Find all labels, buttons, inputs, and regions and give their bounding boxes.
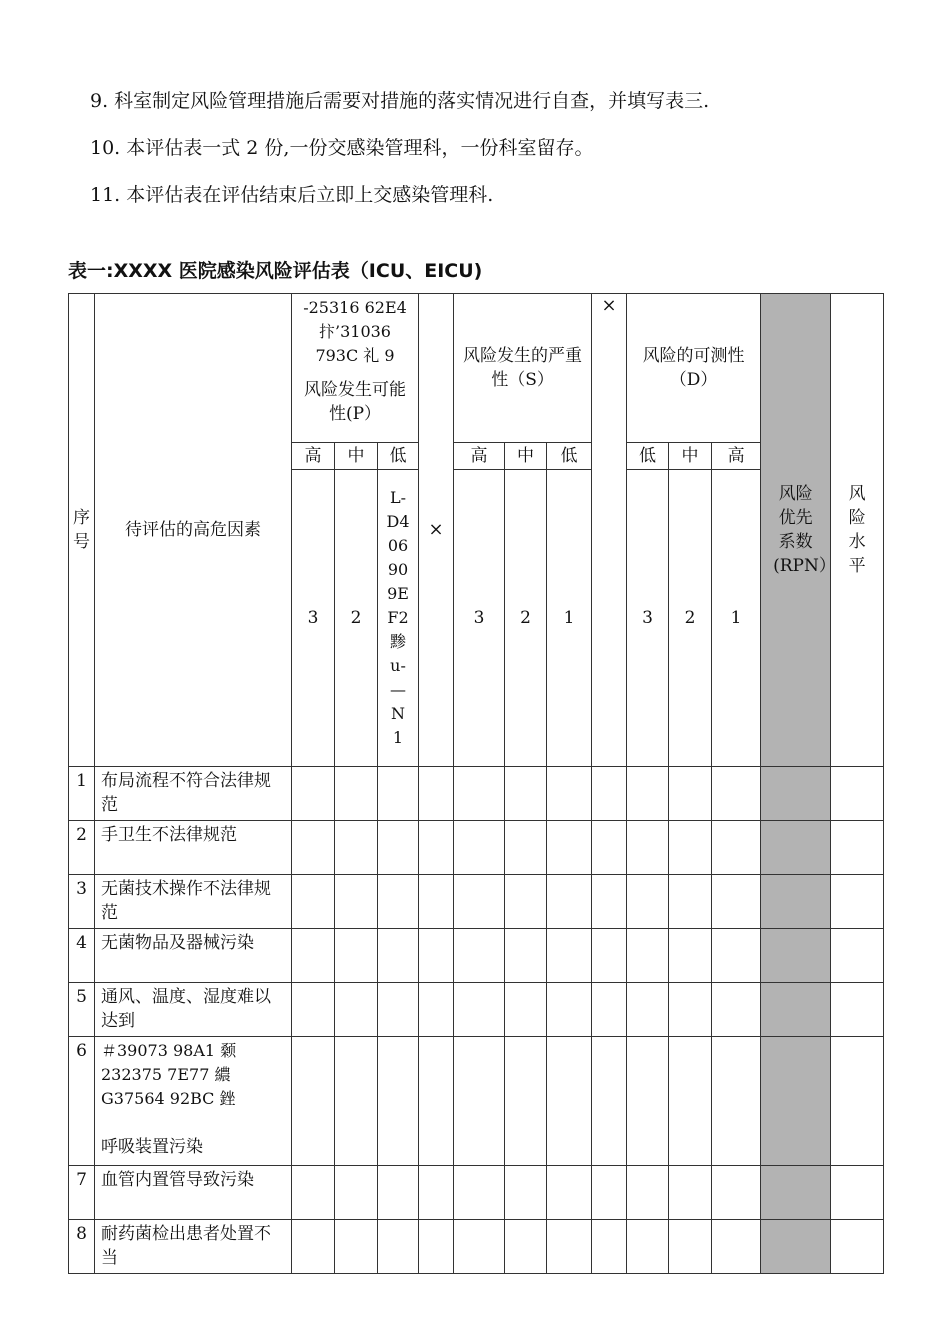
- risk-factor-garbled: ＃39073 98A1 颡 232375 7E77 繷 G37564 92BC 銼: [101, 1041, 237, 1108]
- input-cell[interactable]: [669, 1220, 712, 1274]
- input-cell[interactable]: [627, 929, 669, 983]
- input-cell[interactable]: [547, 1166, 592, 1220]
- row-number: 6: [69, 1037, 95, 1166]
- input-cell[interactable]: [712, 1037, 761, 1166]
- rpn-cell[interactable]: [761, 1037, 831, 1166]
- input-cell[interactable]: [592, 821, 627, 875]
- input-cell[interactable]: [378, 929, 419, 983]
- input-cell[interactable]: [378, 1166, 419, 1220]
- input-cell[interactable]: [292, 1037, 335, 1166]
- input-cell[interactable]: [419, 929, 454, 983]
- input-cell[interactable]: [712, 1220, 761, 1274]
- input-cell[interactable]: [454, 1037, 505, 1166]
- input-cell[interactable]: [335, 1220, 378, 1274]
- s-score-low: 1: [547, 470, 592, 767]
- s-level-high: 高: [454, 443, 505, 470]
- probability-label: 风险发生可能性(P）: [304, 380, 406, 424]
- row-number: 3: [69, 875, 95, 929]
- header-detectability: 风险的可测性（D）: [627, 294, 761, 443]
- row-number: 5: [69, 983, 95, 1037]
- instruction-notes: [90, 88, 910, 229]
- level-cell[interactable]: [831, 1037, 884, 1166]
- risk-factor: 无菌技术操作不法律规范: [95, 875, 292, 929]
- p-level-mid: 中: [335, 443, 378, 470]
- d-level-high: 高: [712, 443, 761, 470]
- input-cell[interactable]: [454, 1166, 505, 1220]
- level-cell[interactable]: [831, 1166, 884, 1220]
- input-cell[interactable]: [712, 821, 761, 875]
- input-cell[interactable]: [592, 983, 627, 1037]
- multiply-sign: ×: [419, 294, 454, 767]
- input-cell[interactable]: [505, 821, 547, 875]
- input-cell[interactable]: [669, 875, 712, 929]
- input-cell[interactable]: [547, 983, 592, 1037]
- risk-factor-label: 呼吸装置污染: [101, 1137, 203, 1157]
- risk-factor: 无菌物品及器械污染: [95, 929, 292, 983]
- note-item: 11. 本评估表在评估结束后立即上交感染管理科.: [90, 184, 494, 206]
- input-cell[interactable]: [335, 875, 378, 929]
- input-cell[interactable]: [669, 767, 712, 821]
- input-cell[interactable]: [378, 767, 419, 821]
- input-cell[interactable]: [547, 929, 592, 983]
- level-cell[interactable]: [831, 1220, 884, 1274]
- note-item: 10. 本评估表一式 2 份,一份交感染管理科，一份科室留存。: [90, 137, 594, 159]
- s-score-mid: 2: [505, 470, 547, 767]
- table-row: [69, 1037, 884, 1166]
- header-probability: [292, 294, 419, 443]
- multiply-sign: ×: [592, 294, 627, 767]
- input-cell[interactable]: [292, 929, 335, 983]
- input-cell[interactable]: [335, 821, 378, 875]
- row-number: 2: [69, 821, 95, 875]
- input-cell[interactable]: [547, 1220, 592, 1274]
- d-level-mid: 中: [669, 443, 712, 470]
- input-cell[interactable]: [419, 1220, 454, 1274]
- header-seq: 序号: [69, 294, 95, 767]
- input-cell[interactable]: [454, 875, 505, 929]
- input-cell[interactable]: [712, 1166, 761, 1220]
- input-cell[interactable]: [627, 1037, 669, 1166]
- risk-factor: 耐药菌检出患者处置不当: [95, 1220, 292, 1274]
- table-row: [69, 821, 884, 875]
- d-score-low: 3: [627, 470, 669, 767]
- input-cell[interactable]: [419, 875, 454, 929]
- input-cell[interactable]: [419, 767, 454, 821]
- rpn-cell[interactable]: [761, 821, 831, 875]
- input-cell[interactable]: [419, 821, 454, 875]
- input-cell[interactable]: [292, 767, 335, 821]
- input-cell[interactable]: [627, 1220, 669, 1274]
- input-cell[interactable]: [669, 983, 712, 1037]
- input-cell[interactable]: [378, 1220, 419, 1274]
- input-cell[interactable]: [712, 929, 761, 983]
- input-cell[interactable]: [669, 929, 712, 983]
- input-cell[interactable]: [505, 1037, 547, 1166]
- input-cell[interactable]: [335, 1166, 378, 1220]
- input-cell[interactable]: [292, 1220, 335, 1274]
- input-cell[interactable]: [627, 875, 669, 929]
- risk-factor: [95, 1037, 292, 1166]
- level-cell[interactable]: [831, 875, 884, 929]
- level-cell[interactable]: [831, 767, 884, 821]
- input-cell[interactable]: [592, 929, 627, 983]
- input-cell[interactable]: [292, 821, 335, 875]
- level-cell[interactable]: [831, 821, 884, 875]
- input-cell[interactable]: [592, 1220, 627, 1274]
- p-score-mid: 2: [335, 470, 378, 767]
- input-cell[interactable]: [292, 875, 335, 929]
- p-score-low-garbled: L-D406909EF2黪u-—N 1: [378, 470, 419, 767]
- table-row: [69, 929, 884, 983]
- input-cell[interactable]: [712, 875, 761, 929]
- input-cell[interactable]: [335, 767, 378, 821]
- header-factor: 待评估的高危因素: [95, 294, 292, 767]
- s-level-low: 低: [547, 443, 592, 470]
- input-cell[interactable]: [454, 1220, 505, 1274]
- input-cell[interactable]: [335, 929, 378, 983]
- rpn-cell[interactable]: [761, 767, 831, 821]
- input-cell[interactable]: [627, 983, 669, 1037]
- input-cell[interactable]: [547, 767, 592, 821]
- row-number: 4: [69, 929, 95, 983]
- input-cell[interactable]: [669, 1037, 712, 1166]
- s-level-mid: 中: [505, 443, 547, 470]
- input-cell[interactable]: [505, 1166, 547, 1220]
- risk-factor: 布局流程不符合法律规范: [95, 767, 292, 821]
- rpn-cell[interactable]: [761, 875, 831, 929]
- input-cell[interactable]: [505, 767, 547, 821]
- input-cell[interactable]: [505, 1220, 547, 1274]
- input-cell[interactable]: [669, 821, 712, 875]
- table-row: [69, 1166, 884, 1220]
- p-level-low: 低: [378, 443, 419, 470]
- risk-factor: 血管内置管导致污染: [95, 1166, 292, 1220]
- row-number: 8: [69, 1220, 95, 1274]
- header-rpn: 风险优先系数(RPN）: [761, 294, 831, 767]
- header-level: 风险水平: [831, 294, 884, 767]
- rpn-cell[interactable]: [761, 983, 831, 1037]
- input-cell[interactable]: [292, 1166, 335, 1220]
- input-cell[interactable]: [335, 1037, 378, 1166]
- rpn-cell[interactable]: [761, 1166, 831, 1220]
- s-score-high: 3: [454, 470, 505, 767]
- input-cell[interactable]: [592, 1037, 627, 1166]
- input-cell[interactable]: [547, 821, 592, 875]
- table-row: [69, 983, 884, 1037]
- input-cell[interactable]: [712, 983, 761, 1037]
- input-cell[interactable]: [454, 821, 505, 875]
- risk-assessment-table: [68, 293, 884, 1274]
- input-cell[interactable]: [505, 875, 547, 929]
- input-cell[interactable]: [505, 983, 547, 1037]
- note-item: 9. 科室制定风险管理措施后需要对措施的落实情况进行自查，并填写表三.: [90, 90, 710, 112]
- input-cell[interactable]: [592, 1166, 627, 1220]
- d-level-low: 低: [627, 443, 669, 470]
- d-score-high: 1: [712, 470, 761, 767]
- header-severity: 风险发生的严重性（S）: [454, 294, 592, 443]
- input-cell[interactable]: [419, 983, 454, 1037]
- input-cell[interactable]: [454, 767, 505, 821]
- input-cell[interactable]: [378, 983, 419, 1037]
- input-cell[interactable]: [454, 929, 505, 983]
- row-number: 1: [69, 767, 95, 821]
- table-row: [69, 1220, 884, 1274]
- level-cell[interactable]: [831, 983, 884, 1037]
- input-cell[interactable]: [378, 1037, 419, 1166]
- input-cell[interactable]: [712, 767, 761, 821]
- input-cell[interactable]: [592, 767, 627, 821]
- input-cell[interactable]: [378, 821, 419, 875]
- row-number: 7: [69, 1166, 95, 1220]
- input-cell[interactable]: [592, 875, 627, 929]
- table-title: 表一:XXXX 医院感染风险评估表（ICU、EICU): [68, 260, 483, 282]
- input-cell[interactable]: [454, 983, 505, 1037]
- rpn-cell[interactable]: [761, 1220, 831, 1274]
- input-cell[interactable]: [419, 1166, 454, 1220]
- input-cell[interactable]: [419, 1037, 454, 1166]
- input-cell[interactable]: [669, 1166, 712, 1220]
- d-score-mid: 2: [669, 470, 712, 767]
- header-row-top: [69, 294, 884, 443]
- input-cell[interactable]: [505, 929, 547, 983]
- input-cell[interactable]: [627, 821, 669, 875]
- input-cell[interactable]: [627, 1166, 669, 1220]
- level-cell[interactable]: [831, 929, 884, 983]
- rpn-cell[interactable]: [761, 929, 831, 983]
- table-row: [69, 875, 884, 929]
- input-cell[interactable]: [547, 875, 592, 929]
- input-cell[interactable]: [547, 1037, 592, 1166]
- input-cell[interactable]: [627, 767, 669, 821]
- risk-factor: 手卫生不法律规范: [95, 821, 292, 875]
- input-cell[interactable]: [292, 983, 335, 1037]
- p-level-high: 高: [292, 443, 335, 470]
- table-row: [69, 767, 884, 821]
- input-cell[interactable]: [335, 983, 378, 1037]
- probability-garbled-text: -25316 62E4 抃’31036 793C 礼 9: [303, 298, 407, 365]
- risk-factor: 通风、温度、湿度难以达到: [95, 983, 292, 1037]
- p-score-high: 3: [292, 470, 335, 767]
- input-cell[interactable]: [378, 875, 419, 929]
